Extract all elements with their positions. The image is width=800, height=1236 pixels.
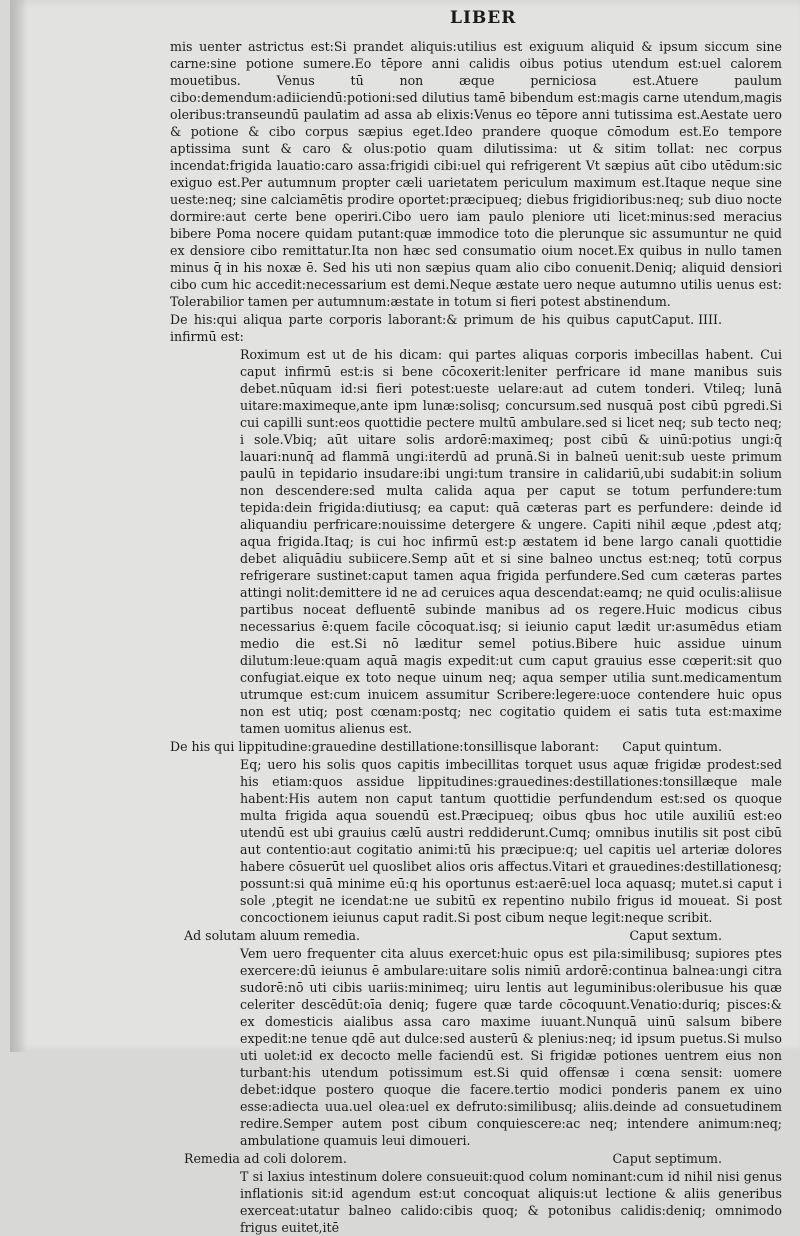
paragraph-intro: mis uenter astrictus est:Si prandet aliquis:utilius est exiguum aliquid & ipsum siccum sine carne:sine potione sumere.Eo tēpore anni calidis oibus potius utendum est:uel calorem mouetibus. Venus tū non æque perniciosa est.Atuere paulum cibo:demendum:adiiciendū:potioni:sed dilutius tamē bibendum est:magis carne utendum,magis oleribus:transeundū paulatim ad assa ab elixis:Venus eo tēpore anni tutissima est.Aestate uero & potione & cibo corpus sæpius eget.Ideo prandere quoque cōmodum est.Eo tempore aptissima sunt & caro & olus:potio quam dilutissima: ut & sitim tollat: nec corpus incendat:frigida lauatio:caro assa:frigidi cibi:uel qui refrigerent Vt sæpius aūt cibo utēdum:sic exiguo est.Per autumnum propter cæli uarietatem periculum maximum est.Itaque neque sine ueste:neq; sine calciamētis prodire oportet:præcipueq; diebus frigidioribus:neq; sub diuo nocte dormire:aut certe bene operiri.Cibo uero iam paulo pleniore uti licet:minus:sed meracius bibere Poma nocere quidam putant:quæ immodice toto die plerunque sic assumuntur ne quid ex densiore cibo remittatur.Ita non hæc sed consumatio oium nocet.Ex quibus in nullo tamen minus q̄ in his noxæ ē. Sed his uti non sæpius quam alio cibo conuenit.Deniq; aliquid densiori cibo cum hic accedit:necessarium est demi.Neque æstate uero neque autumno utilis uenus est: Tolerabilior tamen per autumnum:æstate in totum si fieri potest abstinendum. (170, 39, 782, 309)
heading-chapter-number: Caput septimum. (612, 1151, 722, 1166)
section-body-6: Vem uero frequenter cita aluus exercet:huic opus est pila:similibusq; supiores ptes exercere:dū ieiunus ē ambulare:uitare solis nimiū ardorē:continua balnea:ungi citra sudorē:nō uti cibis uariis:minimeq; uiru lentis aut leguminibus:oleribusue his quæ celeriter descēdūt:oīa deniq; fugere quæ tarde cōcoquunt.Venatio:duriq; pisces:& ex domesticis aialibus assa caro maxime iuuant.Nunquā uinū salsum bibere expedit:ne tenue qdē aut dulce:sed austerū & plenius:neq; id ipsum puetus.Si mulso uti uolet:id ex decocto melle faciendū est. Si frigidæ potiones uentrem eius non turbant:his utendum potissimum est.Si quid offensæ i cœna sensit: uomere debet:idque postero quoque die facere.tertio modici ponderis panem ex uino esse:adiecta uua.uel olea:uel ex defruto:similibusq; aliis.deinde ad consuetudinem redire.Semper autem post cibum conquiescere:ac neq; intendere animum:neq; ambulatione quamuis leui dimoueri. (240, 946, 782, 1148)
book-page (10, 0, 800, 1235)
heading-chapter-number: Caput. IIII. (651, 312, 722, 327)
heading-text: De his qui lippitudine:grauedine destillatione:tonsillisque laborant: (170, 739, 600, 754)
heading-text: Remedia ad coli dolorem. (184, 1151, 347, 1166)
section-body-7: T si laxius intestinum dolere consueuit:quod colum nominant:cum id nihil nisi genus inflationis sit:id agendum est:ut concoquat aliquis:ut lectione & aliis generibus exerceat:utatur balneo calido:cibis quoq; & potonibus calidis:deniq; omnimodo frigus euitet,itē (240, 1169, 782, 1235)
chapter-heading-4 (170, 311, 782, 345)
chapter-heading-5 (170, 738, 782, 755)
running-header: LIBER (450, 8, 517, 28)
chapter-heading-6 (170, 927, 782, 944)
heading-text: Ad solutam aluum remedia. (184, 928, 361, 943)
section-body-5: Eq; uero his solis quos capitis imbecillitas torquet usus aquæ frigidæ prodest:sed his etiam:quos assidue lippitudines:grauedines:destillationes:tonsillæque male habent:His autem non caput tantum quottidie perfundendum est:sed os quoque multa frigida aqua souendū est.Præcipueq; oibus qbus hoc utile auxiliū est:eo utendū est ubi grauius cælū austri reddiderunt.Cumq; omnibus inutilis sit post cibū aut contentio:aut cogitatio animi:tū his præcipue:q; uel capitis uel arteriæ dolores habere cōsuerūt uel quoslibet alios oris affectus.Vitari et grauedines:destillationesq; possunt:si quā minime eū:q his oportunus est:aerē:uel loca aquasq; mutet.si caput i sole ,ptegit ne icendat:ne ue subitū ex repentino nubilo frigus id moueat. Si post concoctionem ieiunus caput radit.Si post cibum neque legit:neque scribit. (240, 757, 782, 925)
text-block (170, 38, 782, 1236)
gutter-shadow (10, 0, 28, 1052)
section-body-4: Roximum est ut de his dicam: qui partes aliquas corporis imbecillas habent. Cui caput infirmū est:is si bene cōcoxerit:leniter perfricare id mane manibus suis debet.nūquam id:si fieri potest:ueste uelare:aut ad cutem tonderi. Vtileq; lunā uitare:maximeque,ante ipm lunæ:solisq; concursum.sed nusquā post cibū pgredi.Si cui capilli sunt:eos quottidie pectere multū ambulare.sed si licet neq; sub tecto neq; i sole.Vbiq; aūt uitare solis ardorē:maximeq; post cibū & uinū:potius ungi:q̄ lauari:nunq̄ ad flammā ungi:iterdū ad prunā.Si in balneū uenit:sub ueste primum paulū in tepidario insudare:ibi ungi:tum transire in calidariū,ubi sudabit:in solium non descendere:sed multa calida aqua per caput se totum perfundere:tum tepida:dein frigida:diutiusq; ea caput: quā cæteras part es perfundere: deinde id aliquandiu perfricare:nouissime detergere & ungere. Capiti nihil æque ,pdest atq; aqua frigida.Itaq; is cui hoc infirmū est:p æstatem id bene largo canali quottidie debet aliquādiu subiicere.Semp aūt et si sine balneo unctus est:neq; totū corpus refrigerare sustinet:caput tamen aqua frigida perfundere.Sed cum cæteras partes attingi nolit:demittere id ne ad ceruices aqua descendat:eamq; ne quid oculis:aliisue partibus noceat defluentē subinde manibus ad os regere.Huic modicus cibus necessarius ē:quem facile cōcoquat.isq; si ieiunio caput lædit ur:asumēdus etiam medio die est.Si nō læditur semel potius.Bibere huic assidue uinum dilutum:leue:quam aquā magis expedit:ut cum caput grauius esse cœperit:sit quo confugiat.eique ex toto neque uinum neq; aqua semper utilia sunt.medicamentum utrumque est:cum inuicem assumitur Scribere:legere:uoce contendere huic opus non est utiq; post cœnam:postq; nec cogitatio quidem ei satis tuta est:maxime tamen uomitus alienus est. (240, 347, 782, 736)
heading-text: De his:qui aliqua parte corporis laborant:& primum de his quibus caput infirmū est: (170, 312, 652, 344)
heading-chapter-number: Caput sextum. (629, 928, 722, 943)
chapter-heading-7 (170, 1150, 782, 1167)
heading-chapter-number: Caput quintum. (622, 739, 722, 754)
